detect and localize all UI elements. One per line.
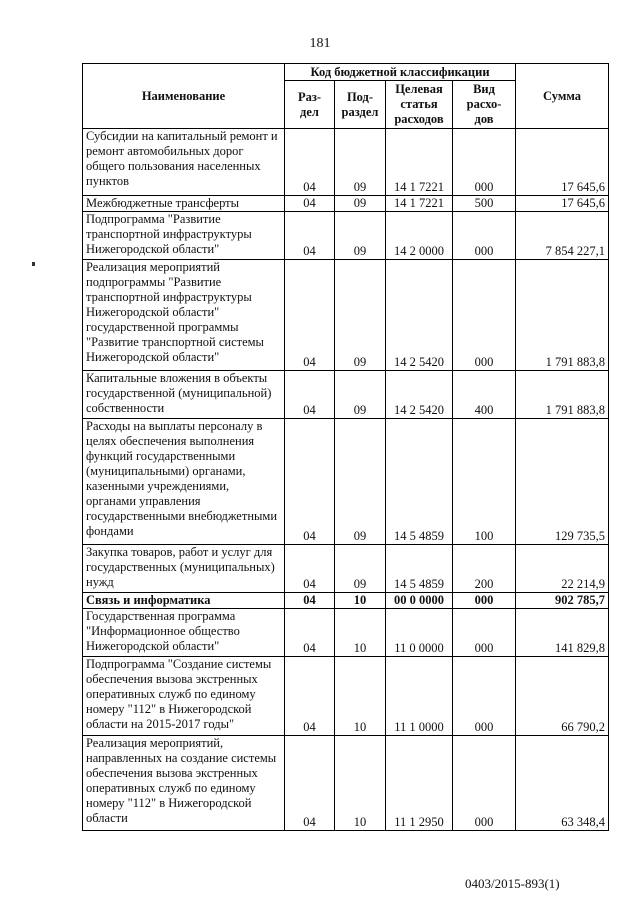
row-podrazdel: 10 <box>335 593 386 609</box>
row-statya: 14 2 0000 <box>386 212 453 260</box>
row-name: Государственная программа "Информационное общество Нижегородской области" <box>83 609 285 657</box>
header-sum: Сумма <box>516 64 609 129</box>
row-sum: 902 785,7 <box>516 593 609 609</box>
table-row <box>83 593 609 609</box>
row-sum: 63 348,4 <box>516 736 609 831</box>
row-razdel: 04 <box>285 545 335 593</box>
table-row <box>83 129 609 196</box>
row-podrazdel: 09 <box>335 129 386 196</box>
header-name: Наименование <box>83 64 285 129</box>
row-name: Межбюджетные трансферты <box>83 196 285 212</box>
header-statya: Целевая статья расходов <box>386 81 453 129</box>
row-vid: 200 <box>453 545 516 593</box>
row-statya: 14 5 4859 <box>386 545 453 593</box>
row-statya: 11 1 0000 <box>386 657 453 736</box>
row-sum: 7 854 227,1 <box>516 212 609 260</box>
header-podrazdel: Под- раздел <box>335 81 386 129</box>
row-sum: 1 791 883,8 <box>516 371 609 419</box>
row-sum: 141 829,8 <box>516 609 609 657</box>
table-row <box>83 196 609 212</box>
row-sum: 1 791 883,8 <box>516 260 609 371</box>
row-podrazdel: 09 <box>335 419 386 545</box>
row-vid: 000 <box>453 212 516 260</box>
row-vid: 000 <box>453 736 516 831</box>
row-statya: 14 5 4859 <box>386 419 453 545</box>
row-name: Закупка товаров, работ и услуг для государственных (муниципальных) нужд <box>83 545 285 593</box>
row-vid: 000 <box>453 593 516 609</box>
row-name: Реализация мероприятий подпрограммы "Развитие транспортной инфраструктуры Нижегородской области" государственной программы "Развитие транспортной системы Нижегородской области" <box>83 260 285 371</box>
row-name: Расходы на выплаты персоналу в целях обеспечения выполнения функций государственными (муниципальными) органами, казенными учреждениями, органами управления государственными внебюджетными фондами <box>83 419 285 545</box>
row-podrazdel: 09 <box>335 212 386 260</box>
row-vid: 000 <box>453 260 516 371</box>
row-name: Субсидии на капитальный ремонт и ремонт автомобильных дорог общего пользования населенных пунктов <box>83 129 285 196</box>
header-vid: Вид расхо- дов <box>453 81 516 129</box>
row-statya: 14 1 7221 <box>386 129 453 196</box>
row-razdel: 04 <box>285 371 335 419</box>
row-sum: 129 735,5 <box>516 419 609 545</box>
row-vid: 500 <box>453 196 516 212</box>
row-name: Связь и информатика <box>83 593 285 609</box>
row-podrazdel: 09 <box>335 371 386 419</box>
row-sum: 17 645,6 <box>516 129 609 196</box>
row-vid: 000 <box>453 129 516 196</box>
row-podrazdel: 09 <box>335 196 386 212</box>
header-classification-group: Код бюджетной классификации <box>285 64 516 81</box>
row-podrazdel: 10 <box>335 736 386 831</box>
row-razdel: 04 <box>285 609 335 657</box>
row-razdel: 04 <box>285 129 335 196</box>
table-row <box>83 260 609 371</box>
table-row <box>83 371 609 419</box>
row-statya: 14 2 5420 <box>386 260 453 371</box>
row-podrazdel: 10 <box>335 609 386 657</box>
table-row <box>83 212 609 260</box>
row-statya: 14 1 7221 <box>386 196 453 212</box>
row-razdel: 04 <box>285 212 335 260</box>
table-row <box>83 657 609 736</box>
row-razdel: 04 <box>285 736 335 831</box>
row-razdel: 04 <box>285 657 335 736</box>
header-razdel: Раз- дел <box>285 81 335 129</box>
stray-mark <box>32 262 35 266</box>
row-statya: 00 0 0000 <box>386 593 453 609</box>
document-code: 0403/2015-893(1) <box>465 876 560 891</box>
row-razdel: 04 <box>285 593 335 609</box>
table-row <box>83 419 609 545</box>
row-podrazdel: 09 <box>335 545 386 593</box>
row-statya: 11 1 2950 <box>386 736 453 831</box>
row-statya: 11 0 0000 <box>386 609 453 657</box>
row-podrazdel: 09 <box>335 260 386 371</box>
row-name: Подпрограмма "Создание системы обеспечения вызова экстренных оперативных служб по единому номеру "112" в Нижегородской области на 2015-2017 годы" <box>83 657 285 736</box>
row-razdel: 04 <box>285 419 335 545</box>
row-razdel: 04 <box>285 260 335 371</box>
row-statya: 14 2 5420 <box>386 371 453 419</box>
row-podrazdel: 10 <box>335 657 386 736</box>
row-name: Реализация мероприятий, направленных на создание системы обеспечения вызова экстренных оперативных служб по единому номеру "112" в Нижегородской области <box>83 736 285 831</box>
table-row <box>83 609 609 657</box>
row-sum: 22 214,9 <box>516 545 609 593</box>
row-vid: 100 <box>453 419 516 545</box>
row-sum: 66 790,2 <box>516 657 609 736</box>
row-name: Капитальные вложения в объекты государственной (муниципальной) собственности <box>83 371 285 419</box>
row-vid: 400 <box>453 371 516 419</box>
row-sum: 17 645,6 <box>516 196 609 212</box>
row-vid: 000 <box>453 657 516 736</box>
budget-table <box>82 63 609 831</box>
page-number: 181 <box>309 36 331 51</box>
table-row <box>83 545 609 593</box>
table-row <box>83 736 609 831</box>
row-name: Подпрограмма "Развитие транспортной инфраструктуры Нижегородской области" <box>83 212 285 260</box>
row-razdel: 04 <box>285 196 335 212</box>
row-vid: 000 <box>453 609 516 657</box>
